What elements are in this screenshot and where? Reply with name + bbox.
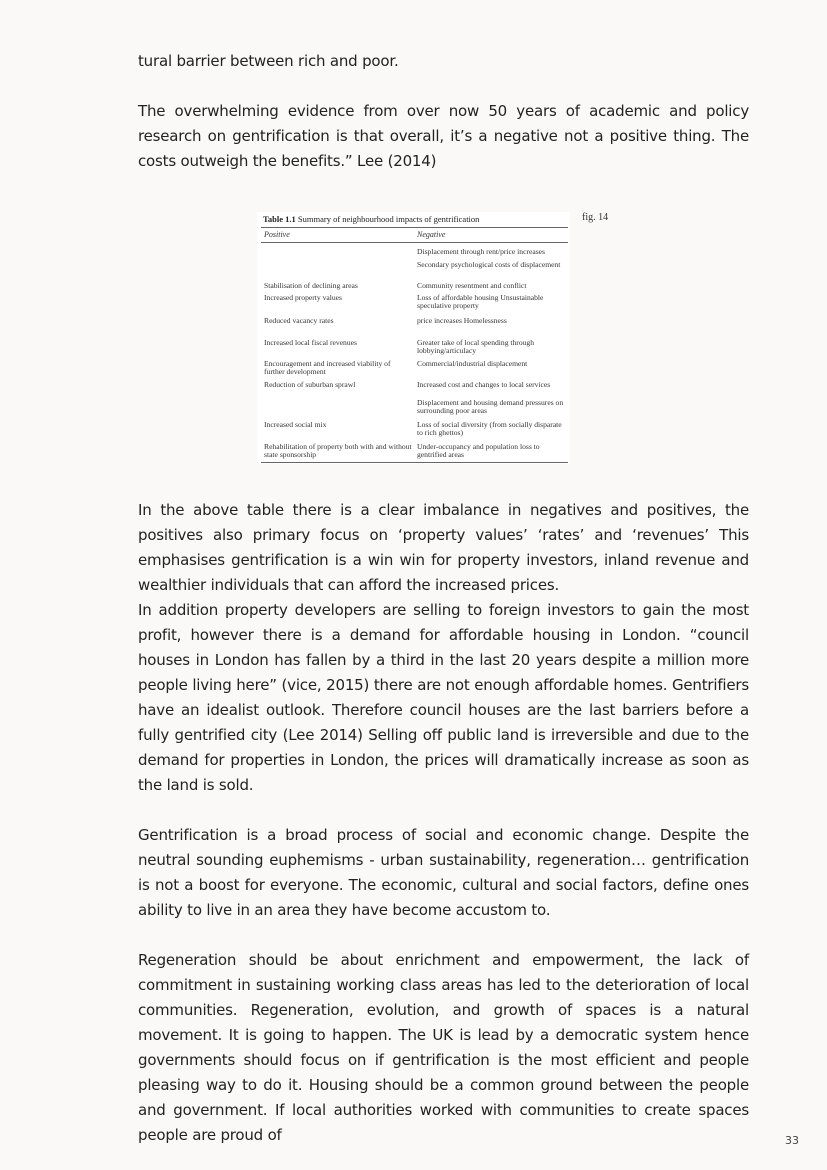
table-cell-negative: Community resentment and conflict	[417, 281, 527, 290]
body-text-bottom	[138, 498, 749, 1148]
column-header-positive: Positive	[264, 230, 290, 239]
paragraph: Regeneration should be about enrichment and empowerment, the lack of commitment in sustaining working class areas has led to the deterioration of local communities. Regeneration, evolution, and growth of spaces is a natural movement. It is going to happen. The UK is lead by a democratic system hence governments should focus on if gentrification is the most efficient and people pleasing way to do it. Housing should be a common ground between the people and government. If local authorities worked with communities to create spaces people are proud of	[138, 951, 749, 1144]
body-text-top	[138, 49, 749, 174]
table-caption-text: Summary of neighbourhood impacts of gentrification	[297, 214, 480, 224]
table-cell-positive: Stabilisation of declining areas	[264, 281, 358, 290]
figure-label: fig. 14	[582, 212, 609, 223]
table-cell-negative: Under-occupancy and population loss to gentrified areas	[417, 442, 540, 460]
table-header-rule	[261, 242, 568, 243]
table-top-rule	[261, 227, 568, 228]
table-cell-positive: Encouragement and increased viability of further development	[264, 359, 391, 377]
table-cell-positive: Increased social mix	[264, 420, 327, 429]
table-cell-negative: Secondary psychological costs of displacement	[417, 260, 561, 269]
table-cell-negative: Displacement and housing demand pressures on surrounding poor areas	[417, 398, 564, 416]
paragraph: In the above table there is a clear imbalance in negatives and positives, the positives also primary focus on ‘property values’ ‘rates’ and ‘revenues’ This emphasises gentrification is a win win for property investors, inland revenue and wealthier individuals that can afford the increased prices.	[138, 501, 749, 594]
table-caption-number: Table 1.1	[263, 214, 296, 224]
table-cell-negative: price increases Homelessness	[417, 316, 507, 325]
column-header-negative: Negative	[417, 230, 446, 239]
table-cell-negative: Displacement through rent/price increases	[417, 247, 545, 256]
paragraph: Gentrification is a broad process of social and economic change. Despite the neutral sounding euphemisms - urban sustainability, regeneration… gentrification is not a boost for everyone. The economic, cultural and social factors, define ones ability to live in an area they have become accustom to.	[138, 826, 749, 919]
table-cell-negative: Loss of affordable housing Unsustainable speculative property	[417, 293, 544, 311]
table-caption	[263, 215, 479, 223]
page-number: 33	[785, 1134, 799, 1147]
table-bottom-rule	[261, 462, 568, 463]
table-cell-negative: Greater take of local spending through lobbying/articulacy	[417, 338, 535, 356]
table-cell-positive: Reduced vacancy rates	[264, 316, 334, 325]
table-cell-positive: Increased local fiscal revenues	[264, 338, 357, 347]
paragraph: In addition property developers are selling to foreign investors to gain the most profit, however there is a demand for affordable housing in London. “council houses in London has fallen by a third in the last 20 years despite a million more people living here” (vice, 2015) there are not enough affordable homes. Gentrifiers have an idealist outlook. Therefore council houses are the last barriers before a fully gentrified city (Lee 2014) Selling off public land is irreversible and due to the demand for properties in London, the prices will dramatically increase as soon as the land is sold.	[138, 601, 749, 794]
table-cell-negative: Increased cost and changes to local services	[417, 380, 551, 389]
table-cell-negative: Loss of social diversity (from socially disparate to rich ghettos)	[417, 420, 562, 438]
paragraph: The overwhelming evidence from over now 50 years of academic and policy research on gentrification is that overall, it’s a negative not a positive thing. The costs outweigh the benefits.” Lee (2014)	[138, 102, 749, 170]
gentrification-impacts-table	[257, 212, 570, 464]
table-cell-positive: Increased property values	[264, 293, 343, 302]
paragraph: tural barrier between rich and poor.	[138, 52, 399, 70]
table-cell-positive: Reduction of suburban sprawl	[264, 380, 356, 389]
table-cell-positive: Rehabilitation of property both with and without state sponsorship	[264, 442, 412, 460]
table-cell-negative: Commercial/industrial displacement	[417, 359, 528, 368]
